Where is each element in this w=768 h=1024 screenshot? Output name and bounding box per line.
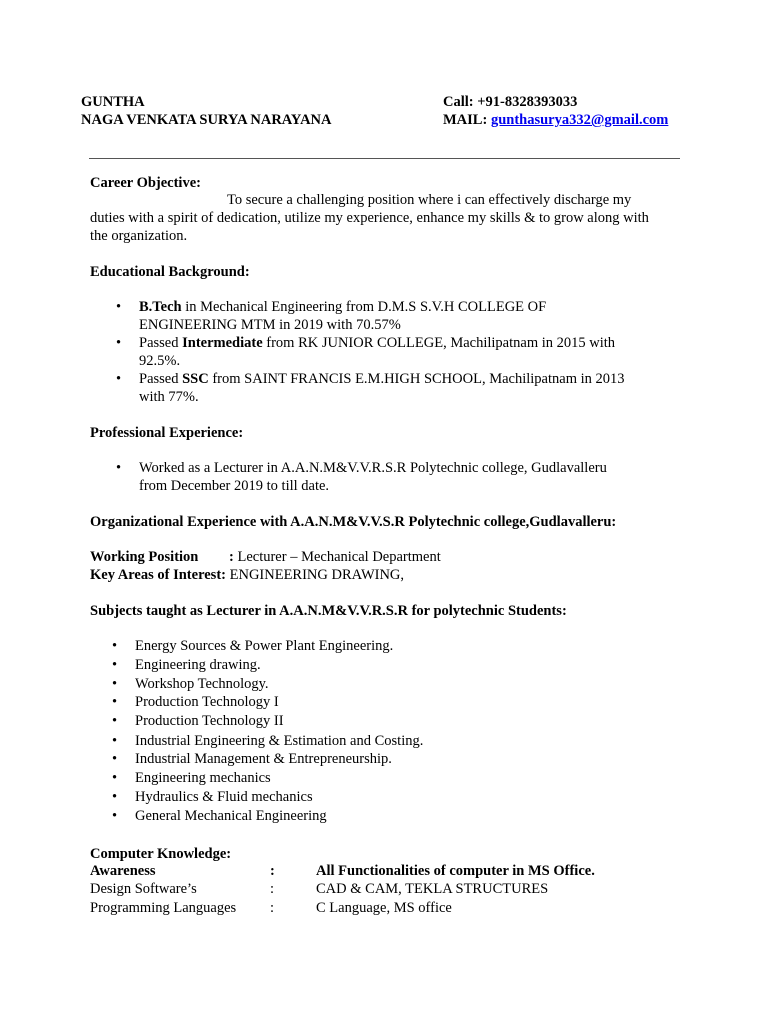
computer-heading: Computer Knowledge:: [90, 846, 232, 862]
education-item-text: from SAINT FRANCIS E.M.HIGH SCHOOL, Machilipatnam in 2013: [208, 371, 625, 387]
career-objective-line-1: To secure a challenging position where i can effectively discharge my: [227, 192, 632, 208]
subject-item-label: Engineering mechanics: [135, 770, 271, 786]
subject-item-label: General Mechanical Engineering: [135, 808, 327, 824]
name-line-1: GUNTHA: [81, 94, 145, 110]
career-objective-line-3: the organization.: [90, 228, 188, 244]
computer-skill-value: CAD & CAM, TEKLA STRUCTURES: [316, 881, 549, 897]
subject-item-label: Engineering drawing.: [135, 657, 261, 673]
education-item-text-cont: with 77%.: [139, 389, 199, 405]
education-item-degree: Intermediate: [182, 335, 263, 351]
working-position-label: Working Position: [90, 549, 199, 565]
organizational-heading: Organizational Experience with A.A.N.M&V.V.S.R Polytechnic college,Gudlavalleru:: [90, 514, 617, 530]
bullet-icon: •: [116, 335, 122, 351]
working-position-value-row: [229, 548, 441, 566]
subject-item-label: Production Technology I: [135, 694, 279, 710]
working-position-row: [90, 548, 198, 566]
key-areas-row: [90, 566, 404, 584]
subject-item-label: Hydraulics & Fluid mechanics: [135, 789, 313, 805]
name-line-2: NAGA VENKATA SURYA NARAYANA: [81, 112, 332, 128]
bullet-icon: •: [112, 770, 118, 786]
education-item-text-cont: ENGINEERING MTM in 2019 with 70.57%: [139, 317, 401, 333]
education-item-prefix: Passed: [139, 335, 183, 351]
computer-skill-label: Design Software’s: [90, 881, 197, 897]
computer-skill-label: Awareness: [90, 863, 156, 879]
bullet-icon: •: [112, 694, 118, 710]
education-item-degree: SSC: [182, 371, 209, 387]
bullet-icon: •: [112, 638, 118, 654]
bullet-icon: •: [112, 713, 118, 729]
header-divider: [89, 158, 680, 159]
computer-skill-value: All Functionalities of computer in MS Office.: [316, 863, 595, 879]
education-item-prefix: Passed: [139, 371, 183, 387]
bullet-icon: •: [112, 808, 118, 824]
education-item-text-cont: 92.5%.: [139, 353, 181, 369]
professional-line-2: from December 2019 to till date.: [139, 478, 330, 494]
working-position-value: Lecturer – Mechanical Department: [233, 549, 441, 565]
subjects-heading: Subjects taught as Lecturer in A.A.N.M&V.V.R.S.R for polytechnic Students:: [90, 603, 567, 619]
subject-item-label: Industrial Engineering & Estimation and Costing.: [135, 733, 424, 749]
computer-skill-colon: :: [270, 881, 275, 897]
career-objective-heading: Career Objective:: [90, 175, 201, 191]
mail-label: MAIL:: [443, 112, 491, 128]
bullet-icon: •: [116, 371, 122, 387]
key-areas-label: Key Areas of Interest:: [90, 567, 226, 583]
computer-skill-colon: :: [270, 863, 275, 879]
computer-skill-value: C Language, MS office: [316, 900, 452, 916]
working-position-colon: :: [229, 549, 234, 565]
bullet-icon: •: [112, 733, 118, 749]
mail-row: [443, 111, 668, 129]
career-objective-line-2: duties with a spirit of dedication, utilize my experience, enhance my skills & to grow along with: [90, 210, 649, 226]
education-item-degree: B.Tech: [139, 299, 182, 315]
subject-item-label: Energy Sources & Power Plant Engineering.: [135, 638, 394, 654]
call-number: Call: +91-8328393033: [443, 94, 578, 110]
subject-item-label: Workshop Technology.: [135, 676, 269, 692]
key-areas-value: ENGINEERING DRAWING,: [225, 567, 405, 583]
subject-item-label: Industrial Management & Entrepreneurship.: [135, 751, 392, 767]
computer-skill-label: Programming Languages: [90, 900, 237, 916]
professional-heading: Professional Experience:: [90, 425, 244, 441]
bullet-icon: •: [116, 460, 122, 476]
education-item-text: in Mechanical Engineering from D.M.S S.V.H COLLEGE OF: [181, 299, 547, 315]
bullet-icon: •: [112, 676, 118, 692]
education-heading: Educational Background:: [90, 264, 250, 280]
email-link[interactable]: gunthasurya332@gmail.com: [490, 112, 669, 128]
professional-line-1: Worked as a Lecturer in A.A.N.M&V.V.R.S.R Polytechnic college, Gudlavalleru: [139, 460, 607, 476]
bullet-icon: •: [112, 657, 118, 673]
computer-skill-colon: :: [270, 900, 275, 916]
bullet-icon: •: [116, 299, 122, 315]
education-item-text: from RK JUNIOR COLLEGE, Machilipatnam in 2015 with: [262, 335, 616, 351]
subject-item-label: Production Technology II: [135, 713, 284, 729]
bullet-icon: •: [112, 789, 118, 805]
bullet-icon: •: [112, 751, 118, 767]
